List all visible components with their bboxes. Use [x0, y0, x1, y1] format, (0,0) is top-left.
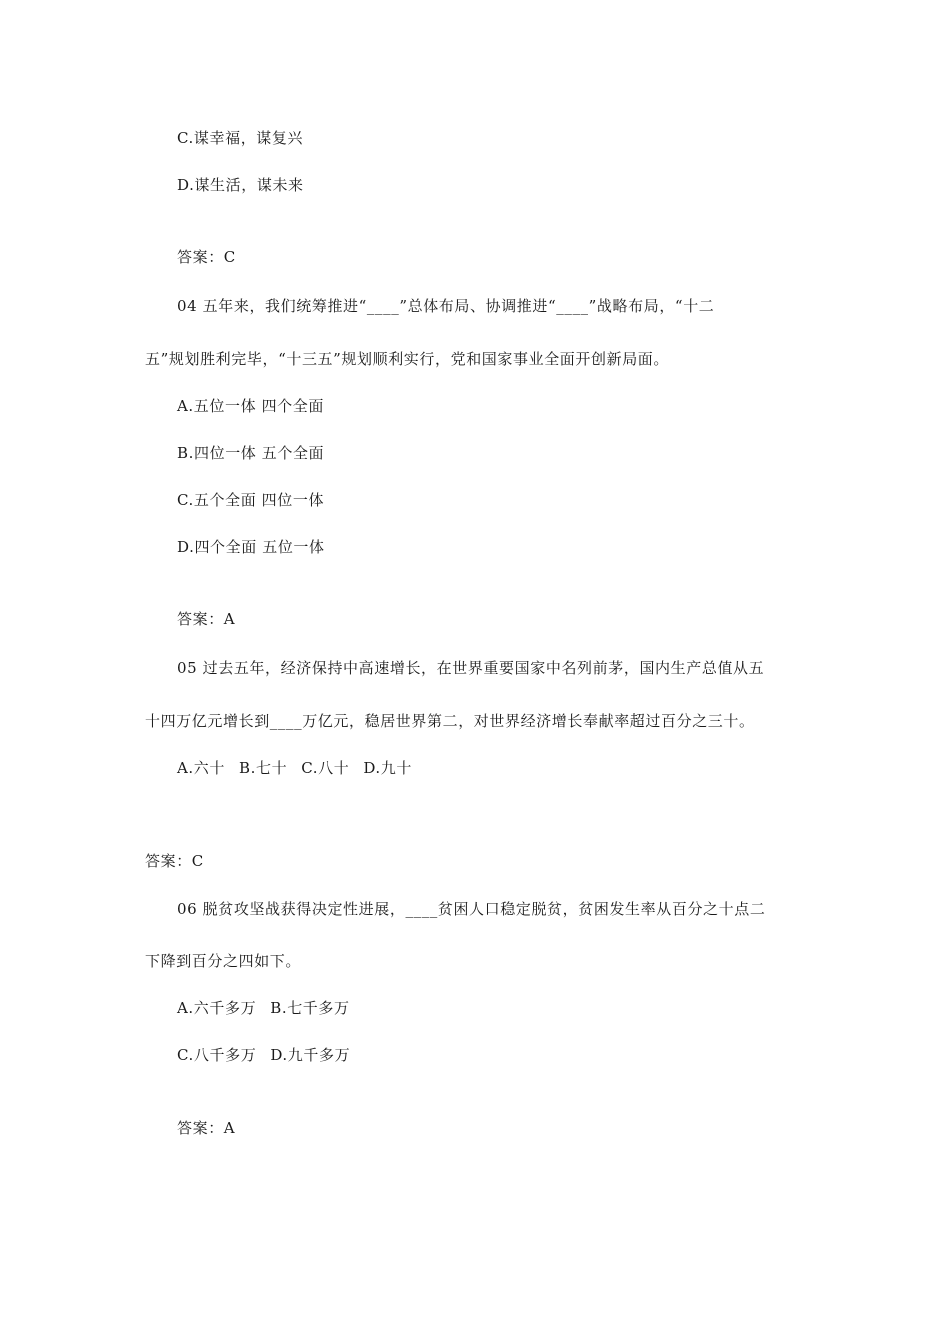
- q03-option-d: D.谋生活，谋未来: [177, 176, 304, 194]
- q04-option-b: B.四位一体 五个全面: [177, 444, 325, 462]
- q03-answer: 答案：C: [177, 248, 236, 266]
- q06-option-d: D.九千多万: [270, 1046, 351, 1064]
- q03-option-c: C.谋幸福，谋复兴: [177, 129, 304, 147]
- q05-answer: 答案：C: [145, 852, 204, 870]
- q04-option-c: C.五个全面 四位一体: [177, 491, 325, 509]
- q06-options-row1: [177, 998, 350, 1018]
- q05-stem-line1: 05 过去五年，经济保持中高速增长，在世界重要国家中名列前茅，国内生产总值从五: [177, 659, 765, 677]
- q06-option-b: B.七千多万: [270, 999, 350, 1017]
- q06-answer: 答案：A: [177, 1119, 236, 1137]
- q04-option-d: D.四个全面 五位一体: [177, 538, 325, 556]
- q05-option-a: A.六十: [177, 759, 226, 777]
- q06-stem-line1: 06 脱贫攻坚战获得决定性进展，____贫困人口稳定脱贫，贫困发生率从百分之十点二: [177, 900, 766, 918]
- q06-option-a: A.六千多万: [177, 999, 257, 1017]
- q04-answer: 答案：A: [177, 610, 236, 628]
- q06-stem-line2: 下降到百分之四如下。: [145, 952, 302, 970]
- q05-option-c: C.八十: [301, 759, 350, 777]
- q06-options-row2: [177, 1045, 350, 1065]
- q05-options: [177, 758, 412, 778]
- q06-option-c: C.八千多万: [177, 1046, 257, 1064]
- q04-stem-line2: 五”规划胜利完毕，“十三五”规划顺利实行，党和国家事业全面开创新局面。: [145, 350, 670, 368]
- q04-stem-line1: 04 五年来，我们统筹推进“____”总体布局、协调推进“____”战略布局，“十二: [177, 297, 715, 315]
- q05-option-b: B.七十: [239, 759, 288, 777]
- q04-option-a: A.五位一体 四个全面: [177, 397, 324, 415]
- q05-option-d: D.九十: [363, 759, 413, 777]
- q05-stem-line2: 十四万亿元增长到____万亿元，稳居世界第二，对世界经济增长奉献率超过百分之三十。: [145, 712, 755, 730]
